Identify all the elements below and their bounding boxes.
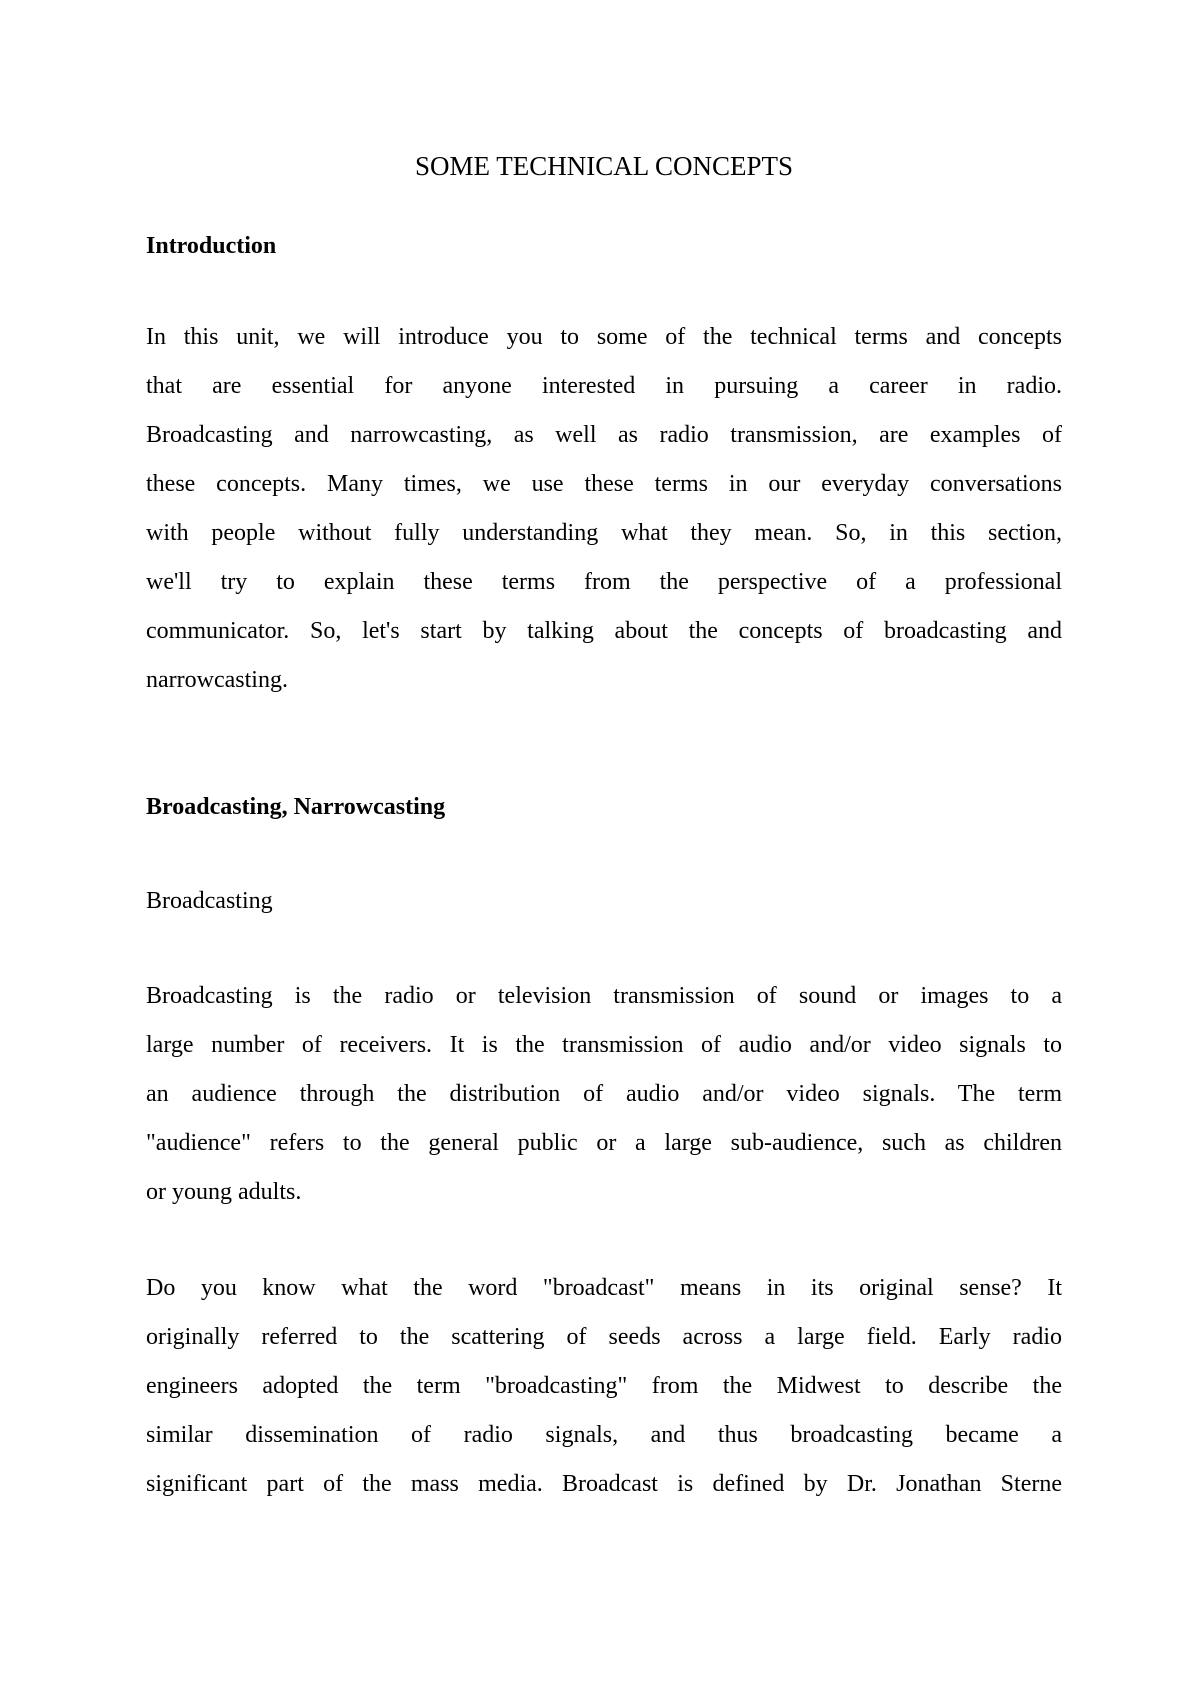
broadcasting-paragraph-1 bbox=[146, 972, 1062, 1217]
subsection-heading-broadcasting: Broadcasting bbox=[146, 888, 273, 914]
paragraph-line: that are essential for anyone interested in pursuing a career in radio. bbox=[146, 373, 1062, 399]
paragraph-line: communicator. So, let's start by talking about the concepts of broadcasting and bbox=[146, 618, 1062, 644]
paragraph-line: Broadcasting and narrowcasting, as well as radio transmission, are examples of bbox=[146, 422, 1062, 448]
paragraph-line: Broadcasting is the radio or television transmission of sound or images to a bbox=[146, 983, 1062, 1009]
paragraph-line: an audience through the distribution of audio and/or video signals. The term bbox=[146, 1081, 1062, 1107]
paragraph-line: these concepts. Many times, we use these terms in our everyday conversations bbox=[146, 471, 1062, 497]
section-heading-introduction: Introduction bbox=[146, 233, 277, 259]
paragraph-line: similar dissemination of radio signals, and thus broadcasting became a bbox=[146, 1422, 1062, 1448]
paragraph-line: engineers adopted the term "broadcasting" from the Midwest to describe the bbox=[146, 1373, 1062, 1399]
paragraph-line: In this unit, we will introduce you to some of the technical terms and concepts bbox=[146, 324, 1062, 350]
introduction-paragraph bbox=[146, 313, 1062, 705]
paragraph-line: originally referred to the scattering of seeds across a large field. Early radio bbox=[146, 1324, 1062, 1350]
paragraph-line: we'll try to explain these terms from the perspective of a professional bbox=[146, 569, 1062, 595]
paragraph-line: narrowcasting. bbox=[146, 667, 288, 693]
page-title: SOME TECHNICAL CONCEPTS bbox=[414, 151, 794, 181]
section-heading-broadcasting-narrowcasting: Broadcasting, Narrowcasting bbox=[146, 794, 446, 820]
paragraph-line: "audience" refers to the general public or a large sub-audience, such as children bbox=[146, 1130, 1062, 1156]
paragraph-line: with people without fully understanding what they mean. So, in this section, bbox=[146, 520, 1062, 546]
paragraph-line: significant part of the mass media. Broadcast is defined by Dr. Jonathan Sterne bbox=[146, 1471, 1062, 1497]
paragraph-line: Do you know what the word "broadcast" means in its original sense? It bbox=[146, 1275, 1062, 1301]
broadcasting-paragraph-2 bbox=[146, 1264, 1062, 1509]
paragraph-line: or young adults. bbox=[146, 1179, 302, 1205]
paragraph-line: large number of receivers. It is the transmission of audio and/or video signals to bbox=[146, 1032, 1062, 1058]
